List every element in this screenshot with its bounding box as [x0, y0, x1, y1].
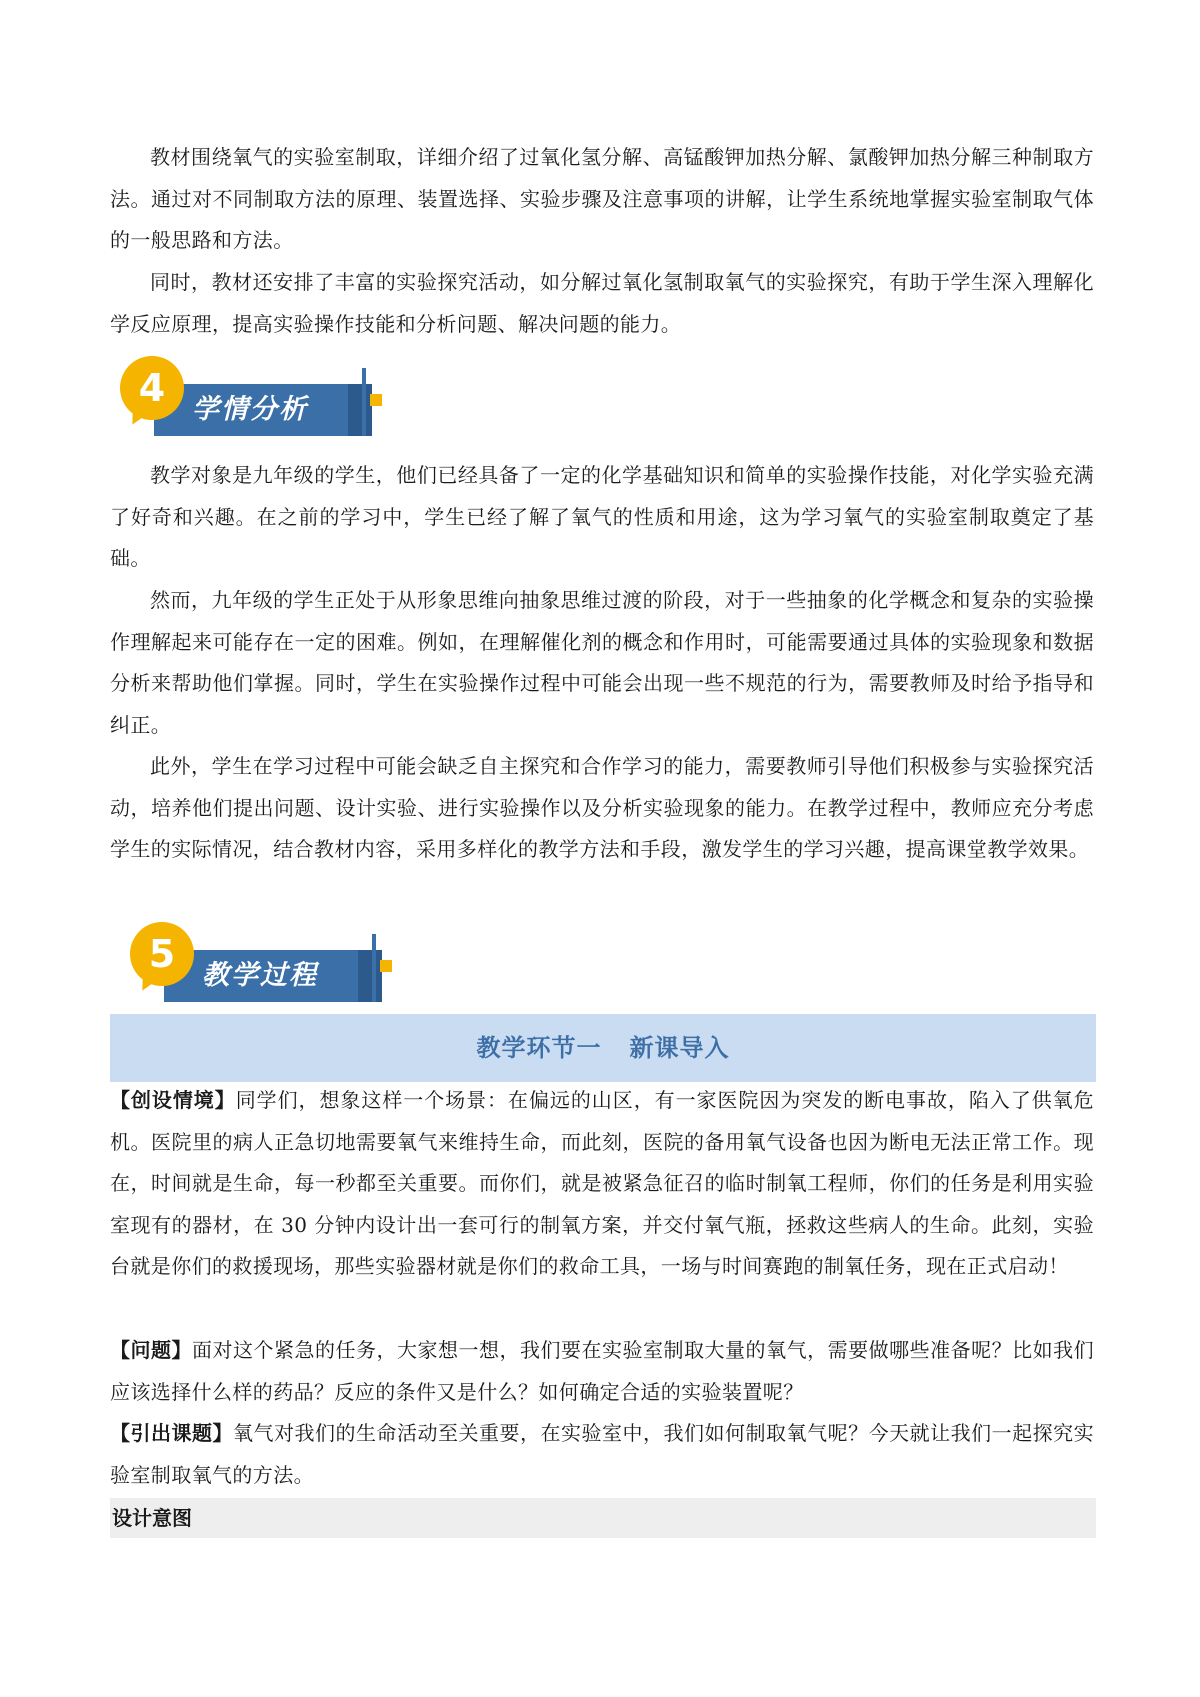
topic-intro-block [110, 1413, 1094, 1496]
scenario-block [110, 1080, 1094, 1288]
section-4-paragraph-2: 然而，九年级的学生正处于从形象思维向抽象思维过渡的阶段，对于一些抽象的化学概念和复杂的实验操作理解起来可能存在一定的困难。例如，在理解催化剂的概念和作用时，可能需要通过具体的实验现象和数据分析来帮助他们掌握。同时，学生在实验操作过程中可能会出现一些不规范的行为，需要教师及时给予指导和纠正。 [110, 588, 1094, 737]
section-header-tail [362, 368, 366, 436]
section-header-tail [372, 934, 376, 1002]
scenario-text: 同学们，想象这样一个场景：在偏远的山区，有一家医院因为突发的断电事故，陷入了供氧危机。医院里的病人正急切地需要氧气来维持生命，而此刻，医院的备用氧气设备也因为断电无法正常工作。现在，时间就是生命，每一秒都至关重要。而你们，就是被紧急征召的临时制氧工程师，你们的任务是利用实验室现有的器材，在 30 分钟内设计出一套可行的制氧方案，并交付氧气瓶，拯救这些病人的生命。此刻，实验台就是你们的救援现场，那些实验器材就是你们的救命工具，一场与时间赛跑的制氧任务，现在正式启动！ [110, 1088, 1094, 1278]
section-header-bar-shade [348, 384, 372, 436]
section-header-square-icon [370, 394, 382, 406]
intro-paragraph-2: 同时，教材还安排了丰富的实验探究活动，如分解过氧化氢制取氧气的实验探究，有助于学生深入理解化学反应原理，提高实验操作技能和分析问题、解决问题的能力。 [110, 270, 1094, 336]
scenario-lead: 【创设情境】 [110, 1088, 236, 1112]
section-number: 5 [148, 932, 176, 976]
question-lead: 【问题】 [110, 1338, 193, 1362]
section-5-header [122, 922, 412, 1018]
topic-intro-text: 氧气对我们的生命活动至关重要，在实验室中，我们如何制取氧气呢？今天就让我们一起探究实验室制取氧气的方法。 [110, 1421, 1094, 1487]
teaching-stage-banner: 教学环节一 新课导入 [110, 1014, 1096, 1082]
section-header-bar-shade [358, 950, 382, 1002]
section-title: 学情分析 [192, 394, 308, 425]
question-block [110, 1330, 1094, 1413]
section-title: 教学过程 [202, 960, 318, 991]
section-number: 4 [138, 366, 166, 410]
topic-intro-lead: 【引出课题】 [110, 1421, 234, 1445]
section-4-paragraph-3: 此外，学生在学习过程中可能会缺乏自主探究和合作学习的能力，需要教师引导他们积极参与实验探究活动，培养他们提出问题、设计实验、进行实验操作以及分析实验现象的能力。在教学过程中，教师应充分考虑学生的实际情况，结合教材内容，采用多样化的教学方法和手段，激发学生的学习兴趣，提高课堂教学效果。 [110, 754, 1094, 861]
design-intent-bar [110, 1498, 1096, 1538]
intro-paragraph-1: 教材围绕氧气的实验室制取，详细介绍了过氧化氢分解、高锰酸钾加热分解、氯酸钾加热分解三种制取方法。通过对不同制取方法的原理、装置选择、实验步骤及注意事项的讲解，让学生系统地掌握实验室制取气体的一般思路和方法。 [110, 145, 1094, 252]
section-header-square-icon [380, 960, 392, 972]
section-4-header [112, 356, 402, 452]
section-4-paragraph-1: 教学对象是九年级的学生，他们已经具备了一定的化学基础知识和简单的实验操作技能，对化学实验充满了好奇和兴趣。在之前的学习中，学生已经了解了氧气的性质和用途，这为学习氧气的实验室制取奠定了基础。 [110, 463, 1094, 570]
question-text: 面对这个紧急的任务，大家想一想，我们要在实验室制取大量的氧气，需要做哪些准备呢？比如我们应该选择什么样的药品？反应的条件又是什么？如何确定合适的实验装置呢？ [110, 1338, 1094, 1404]
design-intent-label: 设计意图 [112, 1506, 192, 1530]
